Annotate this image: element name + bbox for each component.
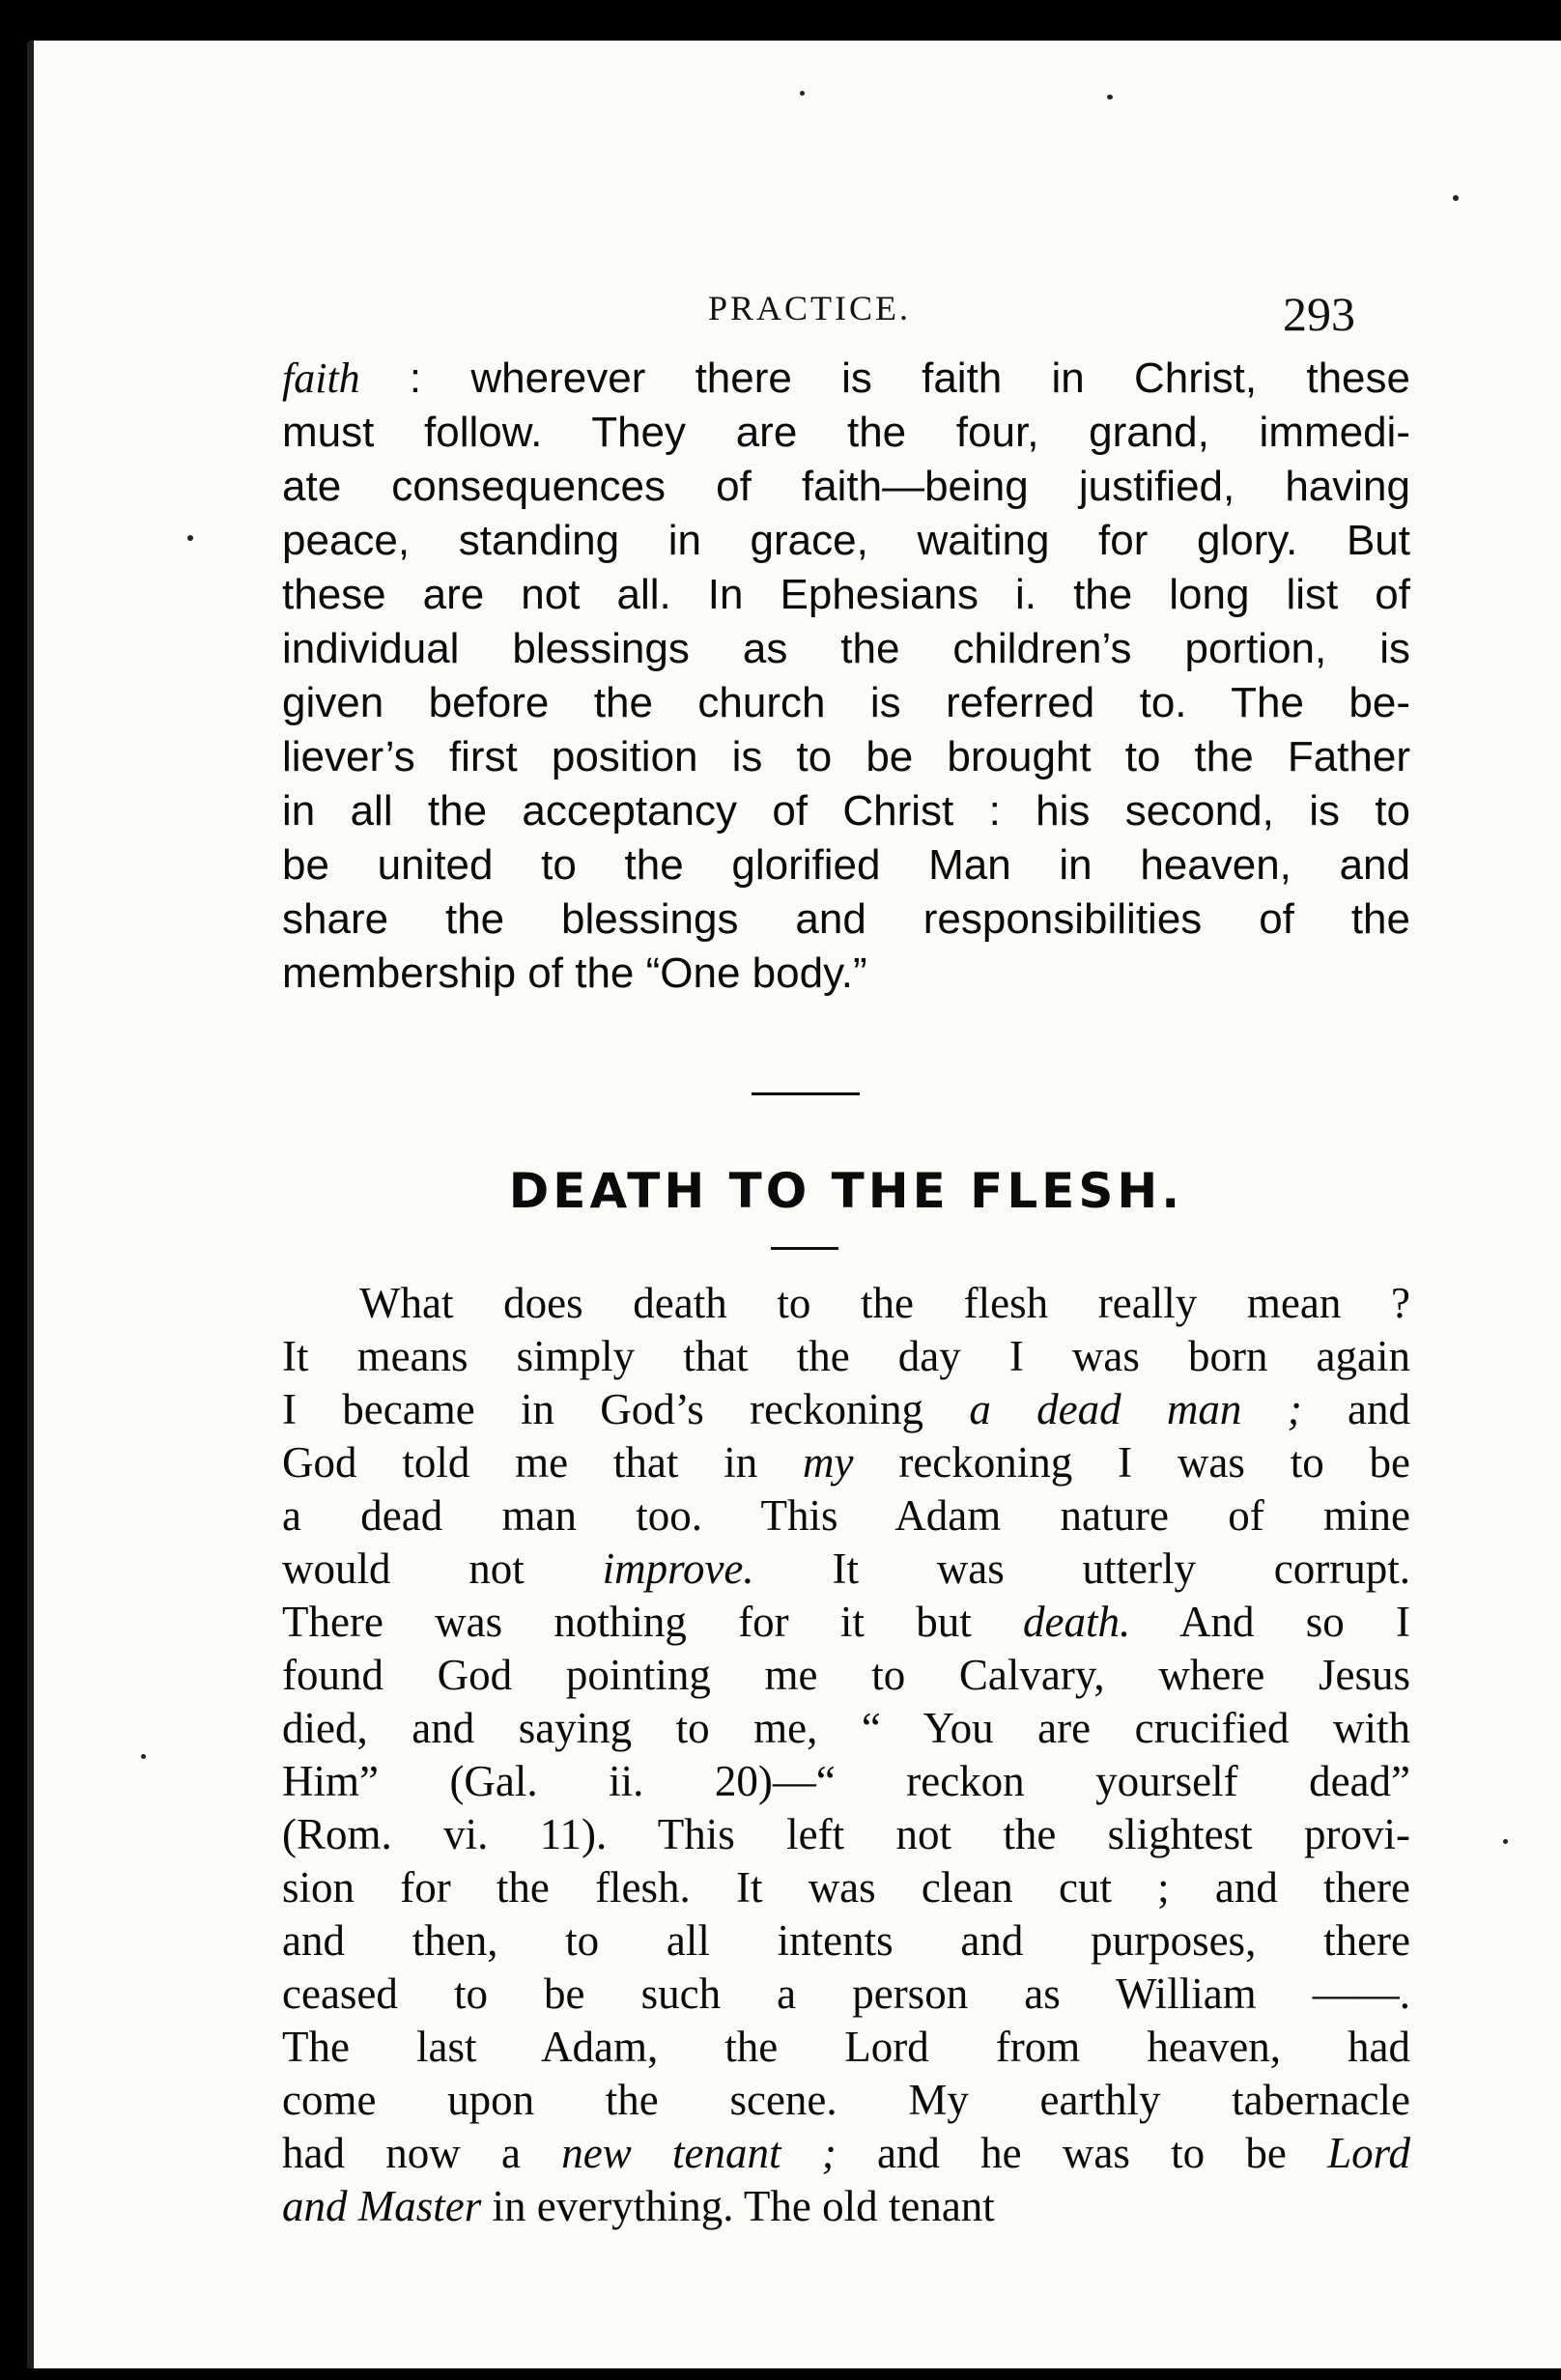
section-divider-rule [752,1092,860,1095]
page-edge-shadow [27,41,34,2368]
text-line: individual blessings as the children’s portion, is [282,625,1410,672]
text-line: membership of the “One body.” [282,949,867,997]
text-line: ate consequences of faith—being justified, having [282,463,1410,510]
print-speck [187,535,193,541]
section-paragraph [282,1277,1410,2233]
continued-paragraph [282,352,1410,1001]
text-line: peace, standing in grace, waiting for glory. But [282,517,1410,564]
text-line: in all the acceptancy of Christ : his second, is to [282,787,1410,835]
text-line: ceased to be such a person as William ——. [282,1969,1410,2018]
text-line: these are not all. In Ephesians i. the long list of [282,571,1410,618]
page-number: 293 [1283,287,1355,341]
text-line: and then, to all intents and purposes, there [282,1916,1410,1965]
heading-underline-rule [771,1247,838,1250]
text-line: The last Adam, the Lord from heaven, had [282,2023,1410,2071]
print-speck [141,1754,146,1759]
text-line: It means simply that the day I was born again [282,1332,1410,1380]
text-line: had now a new tenant ; and he was to be Lord [282,2129,1411,2177]
text-line: Him” (Gal. ii. 20)—“ reckon yourself dead” [282,1757,1410,1805]
book-page [27,41,1561,2368]
section-heading: DEATH TO THE FLESH. [508,1163,1184,1219]
text-line: I became in God’s reckoning a dead man ; and [282,1385,1410,1433]
text-line: and Master in everything. The old tenant [282,2182,995,2230]
text-line: There was nothing for it but death. And so I [282,1598,1411,1646]
text-line: share the blessings and responsibilities of the [282,895,1410,943]
running-head: PRACTICE. [707,289,912,327]
text-line: found God pointing me to Calvary, where Jesus [282,1651,1410,1699]
text-line: given before the church is referred to. The be- [282,679,1410,726]
text-line: sion for the flesh. It was clean cut ; and there [282,1863,1410,1912]
print-speck [1503,1839,1508,1844]
text-line: would not improve. It was utterly corrupt. [282,1544,1410,1593]
text-line: be united to the glorified Man in heaven, and [282,841,1410,889]
text-line: (Rom. vi. 11). This left not the slightest provi- [282,1810,1410,1858]
print-speck [800,91,805,96]
print-speck [1453,195,1459,201]
text-line: died, and saying to me, “ You are crucified with [282,1704,1410,1752]
print-speck [1107,95,1113,99]
page-header [27,287,1561,341]
text-line: What does death to the flesh really mean ? [359,1279,1410,1327]
text-line: faith : wherever there is faith in Christ, these [282,354,1410,402]
text-line: God told me that in my reckoning I was to be [282,1438,1410,1487]
text-line: must follow. They are the four, grand, immedi- [282,409,1410,456]
text-line: liever’s first position is to be brought to the Father [282,733,1410,780]
text-line: come upon the scene. My earthly tabernacle [282,2076,1410,2124]
text-line: a dead man too. This Adam nature of mine [282,1491,1410,1540]
